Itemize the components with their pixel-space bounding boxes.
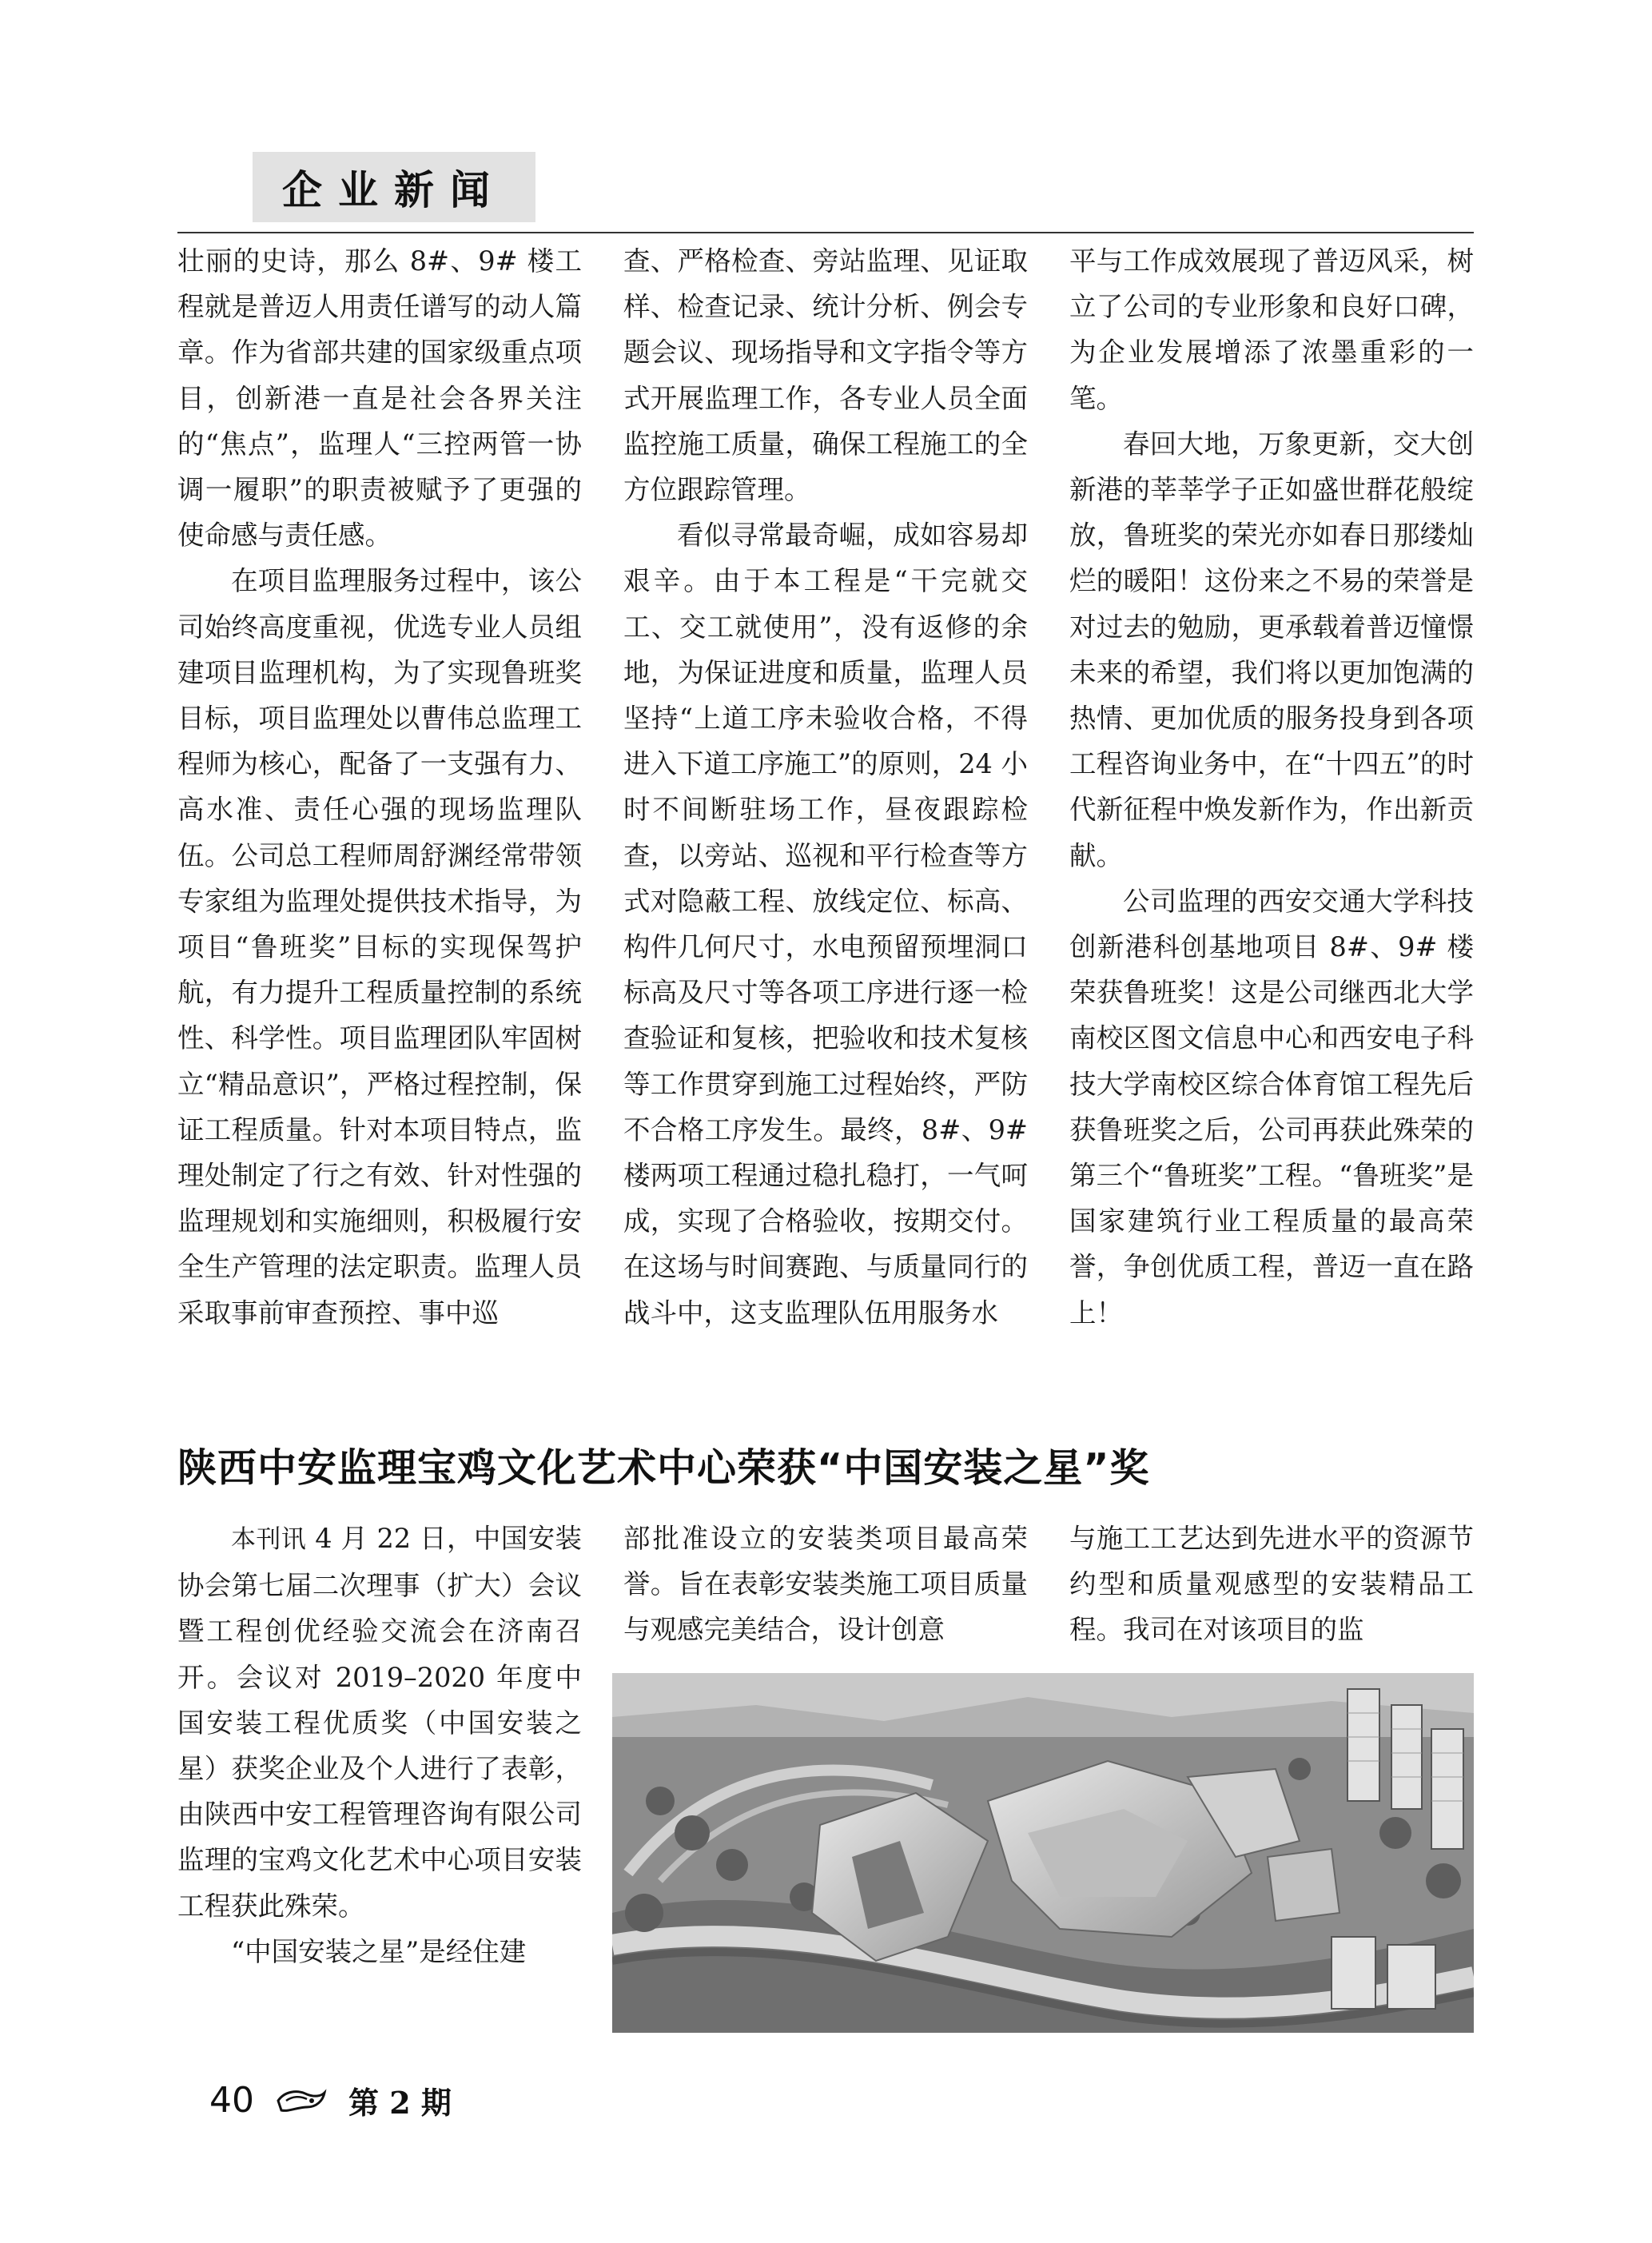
paragraph: 查、严格检查、旁站监理、见证取样、检查记录、统计分析、例会专题会议、现场指导和文字指令等方式开展监理工作，各专业人员全面监控施工质量，确保工程施工的全方位跟踪管理。 <box>623 245 1028 506</box>
section-title: 企业新闻 <box>282 167 506 213</box>
page-number: 40 <box>209 2080 254 2121</box>
byline: 本刊讯 <box>231 1525 307 1554</box>
header-rule <box>177 232 1474 233</box>
section-header <box>253 152 535 222</box>
paragraph: 在项目监理服务过程中，该公司始终高度重视，优选专业人员组建项目监理机构，为了实现鲁班奖目标，项目监理处以曹伟总监理工程师为核心，配备了一支强有力、高水准、责任心强的现场监理队伍。公司总工程师周舒渊经常带领专家组为监理处提供技术指导，为项目“鲁班奖”目标的实现保驾护航，有力提升工程质量控制的系统性、科学性。项目监理团队牢固树立“精品意识”，严格过程控制，保证工程质量。针对本项目特点，监理处制定了行之有效、针对性强的监理规划和实施细则，积极履行安全生产管理的法定职责。监理人员采取事前审查预控、事中巡 <box>177 565 582 1329</box>
paragraph: 公司监理的西安交通大学科技创新港科创基地项目 8#、9# 楼荣获鲁班奖！这是公司继西北大学南校区图文信息中心和西安电子科技大学南校区综合体育馆工程先后获鲁班奖之后，公司再获此殊荣的第三个“鲁班奖”工程。“鲁班奖”是国家建筑行业工程质量的最高荣誉，争创优质工程，普迈一直在路上！ <box>1069 885 1474 1329</box>
pumai-logo-icon <box>275 2085 328 2117</box>
article2-column-1 <box>177 1516 582 1974</box>
paragraph: 壮丽的史诗，那么 8#、9# 楼工程就是普迈人用责任谱写的动人篇章。作为省部共建的国家级重点项目，创新港一直是社会各界关注的“焦点”，监理人“三控两管一协调一履职”的职责被赋予了更强的使命感与责任感。 <box>177 245 582 552</box>
issue-label: 第 2 期 <box>348 2085 452 2121</box>
paragraph: “中国安装之星”是经住建 <box>231 1935 527 1967</box>
paragraph: 与施工工艺达到先进水平的资源节约型和质量观感型的安装精品工程。我司在对该项目的监 <box>1069 1523 1474 1646</box>
paragraph: 看似寻常最奇崛，成如容易却艰辛。由于本工程是“干完就交工、交工就使用”，没有返修的余地，为保证进度和质量，监理人员坚持“上道工序未验收合格，不得进入下道工序施工”的原则，24 小时不间断驻场工作，昼夜跟踪检查，以旁站、巡视和平行检查等方式对隐蔽工程、放线定位、标高、构件几何尺寸，水电预留预埋洞口标高及尺寸等各项工序进行逐一检查验证和复核，把验收和技术复核等工作贯穿到施工过程始终，严防不合格工序发生。最终，8#、9# 楼两项工程通过稳扎稳打，一气呵成，实现了合格验收，按期交付。在这场与时间赛跑、与质量同行的战斗中，这支监理队伍用服务水 <box>623 520 1028 1329</box>
paragraph: 春回大地，万象更新，交大创新港的莘莘学子正如盛世群花般绽放，鲁班奖的荣光亦如春日那缕灿烂的暖阳！这份来之不易的荣誉是对过去的勉励，更承载着普迈憧憬未来的希望，我们将以更加饱满的热情、更加优质的服务投身到各项工程咨询业务中，在“十四五”的时代新征程中焕发新作为，作出新贡献。 <box>1069 428 1474 871</box>
article2-column-2 <box>623 1516 1028 1653</box>
paragraph: 平与工作成效展现了普迈风采，树立了公司的专业形象和良好口碑，为企业发展增添了浓墨重彩的一笔。 <box>1069 245 1474 414</box>
article1-column-3 <box>1069 238 1474 1336</box>
paragraph-text: 4 月 22 日，中国安装协会第七届二次理事（扩大）会议暨工程创优经验交流会在济南召开。会议对 2019–2020 年度中国安装工程优质奖（中国安装之星）获奖企业及个人进行了表彰，由陕西中安工程管理咨询有限公司监理的宝鸡文化艺术中心项目安装工程获此殊荣。 <box>177 1523 583 1922</box>
paragraph: 部批准设立的安装类项目最高荣誉。旨在表彰安装类施工项目质量与观感完美结合，设计创意 <box>623 1523 1028 1646</box>
aerial-photo <box>612 1673 1474 2033</box>
paragraph <box>177 1516 582 1929</box>
article1-column-1 <box>177 238 582 1336</box>
article2-column-3 <box>1069 1516 1474 1653</box>
page-footer <box>209 2078 452 2122</box>
article1-column-2 <box>623 238 1028 1336</box>
article2-headline: 陕西中安监理宝鸡文化艺术中心荣获“中国安装之星”奖 <box>177 1445 1150 1491</box>
